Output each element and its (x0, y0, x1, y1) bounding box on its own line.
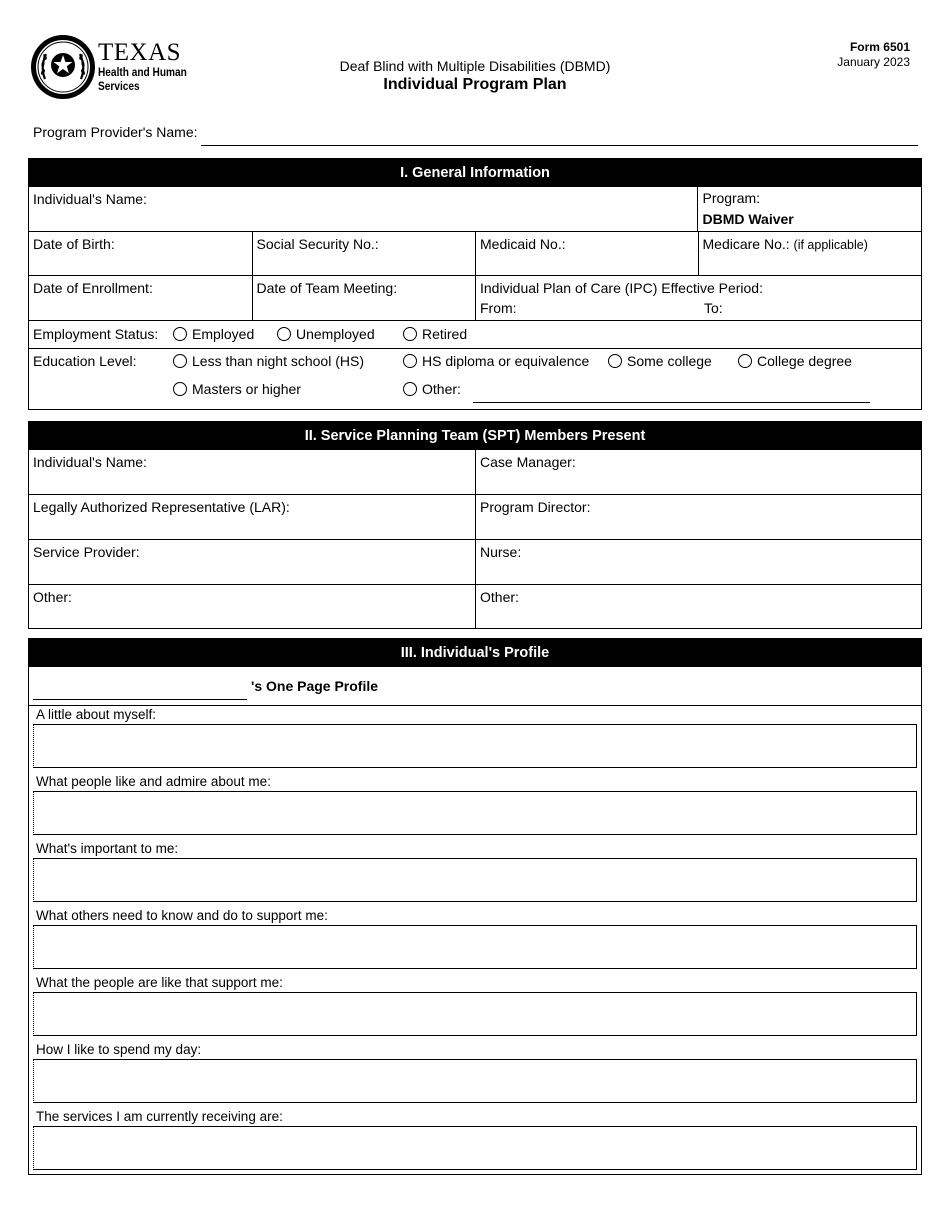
profile-prompt-support-needs: What others need to know and do to support me: (36, 908, 328, 923)
spt-other-left-field[interactable]: Other: (33, 589, 72, 605)
spt-members-section (28, 421, 922, 629)
one-page-profile-row (29, 667, 921, 706)
radio-icon[interactable] (173, 327, 187, 341)
spt-program-director-field[interactable]: Program Director: (475, 495, 921, 539)
medicaid-field[interactable] (475, 232, 698, 275)
form-header (0, 0, 950, 115)
provider-name-field[interactable] (201, 145, 918, 146)
team-meeting-field[interactable] (252, 276, 476, 320)
radio-icon[interactable] (403, 354, 417, 368)
education-option-less-than-hs[interactable]: Less than night school (HS) (173, 353, 364, 369)
radio-icon[interactable] (403, 382, 417, 396)
education-option-other[interactable]: Other: (403, 381, 461, 397)
program-label: Program: (702, 190, 761, 206)
general-row-dates (29, 275, 921, 320)
spt-row (29, 494, 921, 539)
spt-other-right-field[interactable]: Other: (475, 585, 921, 628)
profile-name-field[interactable] (33, 699, 247, 700)
education-level-row (29, 348, 921, 409)
employment-option-employed[interactable]: Employed (173, 326, 254, 342)
logo-hhs-text-line1: Health and Human (98, 67, 187, 79)
medicare-field[interactable] (698, 232, 922, 275)
radio-icon[interactable] (403, 327, 417, 341)
logo-hhs-text-line2: Services (98, 81, 140, 93)
profile-group (29, 1108, 921, 1175)
profile-group (29, 1041, 921, 1108)
profile-prompt-spend-day: How I like to spend my day: (36, 1042, 202, 1057)
spt-service-provider-field[interactable]: Service Provider: (33, 544, 140, 560)
enrollment-field[interactable] (29, 276, 252, 320)
employment-option-unemployed[interactable]: Unemployed (277, 326, 375, 342)
profile-answer-services[interactable] (33, 1126, 917, 1170)
team-meeting-label: Date of Team Meeting: (256, 280, 398, 296)
program-value: DBMD Waiver (702, 211, 794, 227)
radio-icon[interactable] (738, 354, 752, 368)
ipc-to-field[interactable]: To: (704, 300, 723, 316)
radio-icon[interactable] (173, 382, 187, 396)
profile-answer-about-myself[interactable] (33, 724, 917, 768)
radio-icon[interactable] (173, 354, 187, 368)
employment-option-retired[interactable]: Retired (403, 326, 467, 342)
spt-row (29, 450, 921, 494)
general-row-ids (29, 231, 921, 275)
education-level-label: Education Level: (33, 353, 137, 369)
employment-status-row (29, 320, 921, 348)
individual-name-field[interactable] (29, 187, 697, 231)
profile-group (29, 907, 921, 974)
ipc-period-cell (475, 276, 921, 320)
profile-group (29, 773, 921, 840)
spt-individual-name-field[interactable]: Individual's Name: (33, 454, 147, 470)
radio-icon[interactable] (608, 354, 622, 368)
ssn-field[interactable] (252, 232, 476, 275)
profile-answer-supporters[interactable] (33, 992, 917, 1036)
education-option-college-degree[interactable]: College degree (738, 353, 852, 369)
provider-name-label: Program Provider's Name: (33, 124, 198, 140)
individual-profile-section (28, 638, 922, 1175)
medicare-note: (if applicable) (793, 238, 868, 252)
spt-row (29, 539, 921, 584)
profile-group (29, 706, 921, 773)
general-information-section (28, 158, 922, 410)
education-option-hs-diploma[interactable]: HS diploma or equivalence (403, 353, 589, 369)
profile-answer-spend-day[interactable] (33, 1059, 917, 1103)
spt-lar-field[interactable]: Legally Authorized Representative (LAR): (33, 499, 290, 515)
profile-prompt-about-myself: A little about myself: (36, 707, 157, 722)
ssn-label: Social Security No.: (256, 236, 379, 252)
form-date: January 2023 (837, 55, 910, 69)
general-information-heading: I. General Information (29, 159, 921, 187)
dob-label: Date of Birth: (33, 236, 115, 252)
enrollment-label: Date of Enrollment: (33, 280, 153, 296)
education-option-some-college[interactable]: Some college (608, 353, 712, 369)
form-subtitle: Deaf Blind with Multiple Disabilities (DBMD) (339, 58, 611, 74)
education-option-masters[interactable]: Masters or higher (173, 381, 301, 397)
form-number: Form 6501 (849, 40, 910, 54)
form-title: Individual Program Plan (383, 76, 567, 93)
spt-case-manager-field[interactable]: Case Manager: (475, 450, 921, 494)
ipc-from-field[interactable]: From: (480, 300, 517, 316)
spt-members-heading: II. Service Planning Team (SPT) Members Present (29, 422, 921, 450)
education-other-field[interactable] (473, 402, 870, 403)
profile-prompt-like-admire: What people like and admire about me: (36, 774, 271, 789)
medicaid-label: Medicaid No.: (480, 236, 566, 252)
profile-group (29, 840, 921, 907)
one-page-profile-title: 's One Page Profile (251, 678, 379, 694)
profile-prompt-important: What's important to me: (36, 841, 179, 856)
profile-answer-like-admire[interactable] (33, 791, 917, 835)
profile-group (29, 974, 921, 1041)
profile-prompt-supporters: What the people are like that support me: (36, 975, 283, 990)
radio-icon[interactable] (277, 327, 291, 341)
individual-profile-heading: III. Individual's Profile (29, 639, 921, 667)
dob-field[interactable] (29, 232, 252, 275)
medicare-label: Medicare No.: (702, 236, 790, 252)
profile-prompt-services: The services I am currently receiving are: (36, 1109, 283, 1124)
program-cell (697, 187, 921, 231)
ipc-period-label: Individual Plan of Care (IPC) Effective Period: (480, 280, 763, 296)
spt-row (29, 584, 921, 628)
profile-answer-support-needs[interactable] (33, 925, 917, 969)
general-row-name (29, 187, 921, 231)
individual-name-label: Individual's Name: (33, 191, 147, 207)
employment-status-label: Employment Status: (33, 326, 159, 342)
logo-texas-text: TEXAS (98, 39, 182, 66)
profile-answer-important[interactable] (33, 858, 917, 902)
spt-nurse-field[interactable]: Nurse: (475, 540, 921, 584)
